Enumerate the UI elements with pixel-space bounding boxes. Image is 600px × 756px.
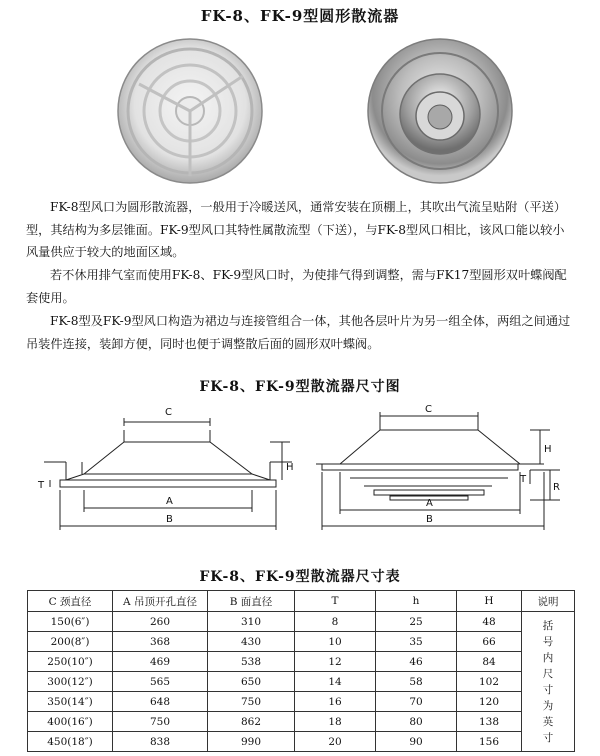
fk9-label-r: R — [553, 482, 560, 493]
fk9-label-b: B — [426, 514, 433, 525]
fk8-diffuser-photo — [115, 36, 265, 186]
cell: 18 — [295, 712, 376, 732]
header-face-diameter: B 面直径 — [208, 591, 295, 612]
fk8-label-a: A — [166, 496, 173, 507]
table-title: FK-8、FK-9型散流器尺寸表 — [199, 569, 401, 585]
cell: 120 — [457, 692, 522, 712]
cell: 430 — [208, 632, 295, 652]
table-row — [28, 692, 575, 712]
fk9-dimension-drawing — [316, 412, 560, 530]
table-row — [28, 712, 575, 732]
table-row — [28, 632, 575, 652]
cell: 250(10″) — [28, 652, 113, 672]
table-header-row — [28, 591, 575, 612]
cell: 156 — [457, 732, 522, 752]
cell: 46 — [376, 652, 457, 672]
cell: 400(16″) — [28, 712, 113, 732]
header-h: H — [457, 591, 522, 612]
cell: 102 — [457, 672, 522, 692]
cell: 80 — [376, 712, 457, 732]
fk9-diffuser-photo — [365, 36, 515, 186]
header-neck-diameter: C 颈直径 — [28, 591, 113, 612]
cell: 862 — [208, 712, 295, 732]
cell: 20 — [295, 732, 376, 752]
fk9-label-t: T — [520, 474, 527, 485]
dimension-table — [27, 590, 575, 752]
cell: 14 — [295, 672, 376, 692]
cell: 538 — [208, 652, 295, 672]
cell: 260 — [113, 612, 208, 632]
cell: 150(6″) — [28, 612, 113, 632]
cell: 565 — [113, 672, 208, 692]
diagram-title: FK-8、FK-9型散流器尺寸图 — [199, 379, 401, 395]
cell: 90 — [376, 732, 457, 752]
fk8-label-c: C — [165, 407, 172, 418]
cell: 25 — [376, 612, 457, 632]
fk9-label-h: H — [544, 444, 552, 455]
table-row — [28, 672, 575, 692]
cell: 838 — [113, 732, 208, 752]
cell: 648 — [113, 692, 208, 712]
fk9-label-a: A — [426, 498, 433, 509]
cell: 35 — [376, 632, 457, 652]
intro-paragraph: FK-8型风口为圆形散流器，一般用于冷暖送风，通常安装在顶棚上，其吹出气流呈贴附（平送）型，其结构为多层锥面。FK-9型风口其特性属散流型（下送），与FK-8型风口相比，该风口能以较小风量供应于较大的地面区域。 — [26, 200, 567, 259]
dimension-diagram — [0, 400, 600, 560]
cell: 70 — [376, 692, 457, 712]
cell: 368 — [113, 632, 208, 652]
note-cell: 括号内尺寸为英寸 — [522, 612, 575, 752]
structure-paragraph: FK-8型及FK-9型风口构造为裙边与连接管组合一体，其他各层叶片为另一组全体，两组之间通过吊装件连接，装卸方便，同时也便于调整散后面的圆形双叶蝶阀。 — [26, 314, 571, 351]
fk8-label-h: H — [286, 462, 294, 473]
cell: 138 — [457, 712, 522, 732]
header-h-small: h — [376, 591, 457, 612]
cell: 8 — [295, 612, 376, 632]
fk9-label-c: C — [425, 404, 432, 415]
exhaust-paragraph: 若不休用排气室而使用FK-8、FK-9型风口时，为使排气得到调整，需与FK17型圆形双叶蝶阀配套使用。 — [26, 268, 567, 305]
table-row — [28, 612, 575, 632]
cell: 750 — [113, 712, 208, 732]
cell: 750 — [208, 692, 295, 712]
cell: 350(14″) — [28, 692, 113, 712]
cell: 66 — [457, 632, 522, 652]
fk8-label-t: T — [38, 480, 45, 491]
header-note: 说明 — [522, 591, 575, 612]
cell: 990 — [208, 732, 295, 752]
cell: 650 — [208, 672, 295, 692]
cell: 300(12″) — [28, 672, 113, 692]
cell: 48 — [457, 612, 522, 632]
table-row — [28, 652, 575, 672]
cell: 58 — [376, 672, 457, 692]
cell: 10 — [295, 632, 376, 652]
table-row — [28, 732, 575, 752]
cell: 310 — [208, 612, 295, 632]
fk8-label-b: B — [166, 514, 173, 525]
cell: 12 — [295, 652, 376, 672]
cell: 84 — [457, 652, 522, 672]
cell: 16 — [295, 692, 376, 712]
header-t: T — [295, 591, 376, 612]
cell: 200(8″) — [28, 632, 113, 652]
page-title: FK-8、FK-9型圆形散流器 — [200, 7, 400, 25]
cell: 450(18″) — [28, 732, 113, 752]
cell: 469 — [113, 652, 208, 672]
header-opening-diameter: A 吊顶开孔直径 — [113, 591, 208, 612]
